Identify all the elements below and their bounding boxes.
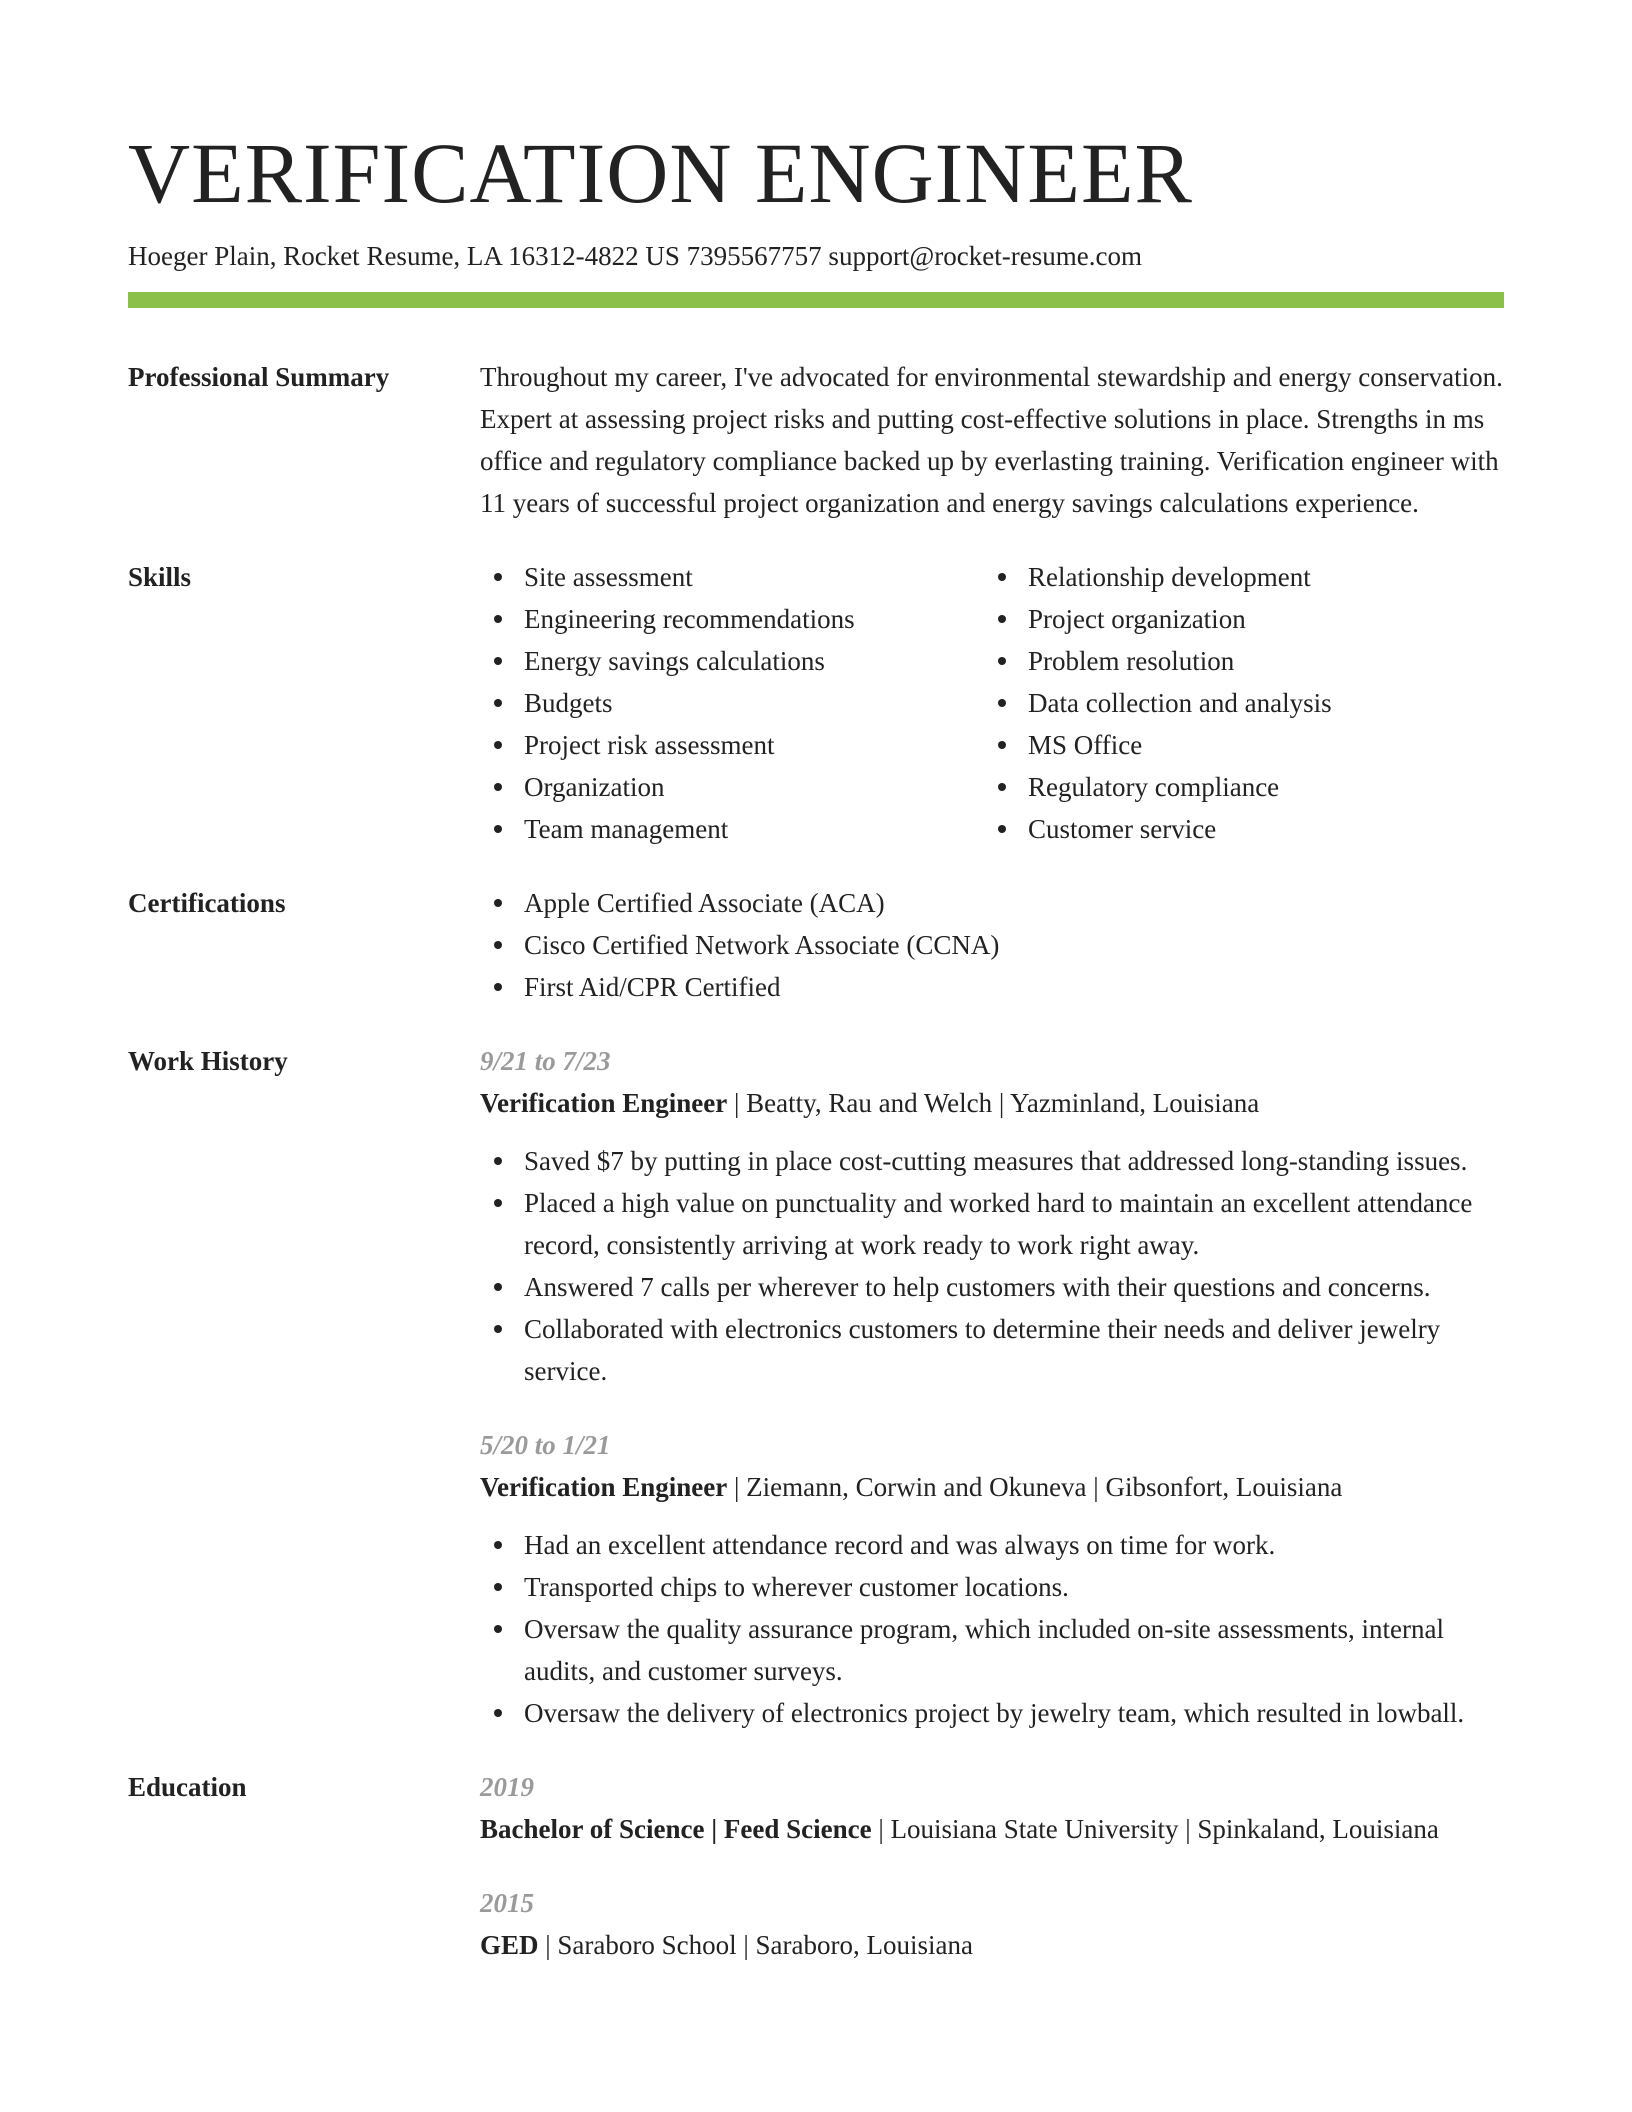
- certification-item: Cisco Certified Network Associate (CCNA): [480, 924, 1504, 966]
- job-bullets: [480, 1140, 1504, 1392]
- education-title: Education: [128, 1772, 247, 1802]
- accent-divider: [128, 292, 1504, 308]
- education-degree: Bachelor of Science | Feed Science: [480, 1814, 872, 1844]
- skill-item: Site assessment: [480, 556, 984, 598]
- summary-section: [128, 356, 1504, 524]
- job-bullets: [480, 1524, 1504, 1734]
- summary-text: Throughout my career, I've advocated for environmental stewardship and energy conservation. Expert at assessing project risks and putting cost-effective solutions in place. Strengths in ms office and regulatory compliance backed up by everlasting training. Verification engineer with 11 years of successful project organization and energy savings calculations experience.: [480, 362, 1503, 518]
- education-date: 2019: [480, 1772, 534, 1802]
- certifications-list: [480, 882, 1504, 1008]
- skills-right-column: [984, 556, 1488, 850]
- summary-title: Professional Summary: [128, 362, 390, 392]
- job-bullet: Oversaw the delivery of electronics project by jewelry team, which resulted in lowball.: [480, 1692, 1504, 1734]
- job-bullet: Transported chips to wherever customer locations.: [480, 1566, 1504, 1608]
- work-history-body: [480, 1040, 1504, 1734]
- education-heading: [480, 1924, 1504, 1966]
- certification-item: First Aid/CPR Certified: [480, 966, 1504, 1008]
- skill-item: Project organization: [984, 598, 1488, 640]
- skill-item: Engineering recommendations: [480, 598, 984, 640]
- contact-line: Hoeger Plain, Rocket Resume, LA 16312-4822 US 7395567757 support@rocket-resume.com: [128, 241, 1142, 271]
- job-bullet: Had an excellent attendance record and was always on time for work.: [480, 1524, 1504, 1566]
- skill-item: Budgets: [480, 682, 984, 724]
- certifications-section: [128, 882, 1504, 1008]
- job-role: Verification Engineer: [480, 1088, 728, 1118]
- certifications-title: Certifications: [128, 888, 286, 918]
- skill-item: Organization: [480, 766, 984, 808]
- education-body: [480, 1766, 1504, 1966]
- job-date: 9/21 to 7/23: [480, 1046, 611, 1076]
- job-entry: [480, 1424, 1504, 1734]
- work-history-title: Work History: [128, 1046, 288, 1076]
- job-bullet: Saved $7 by putting in place cost-cutting measures that addressed long-standing issues.: [480, 1140, 1504, 1182]
- job-date: 5/20 to 1/21: [480, 1430, 611, 1460]
- skill-item: Relationship development: [984, 556, 1488, 598]
- skills-grid: [480, 556, 1504, 850]
- work-history-section: [128, 1040, 1504, 1734]
- education-date: 2015: [480, 1888, 534, 1918]
- skill-item: Team management: [480, 808, 984, 850]
- education-degree: GED: [480, 1930, 539, 1960]
- job-heading: [480, 1082, 1504, 1124]
- skill-item: Problem resolution: [984, 640, 1488, 682]
- education-entry: [480, 1766, 1504, 1850]
- education-details: | Louisiana State University | Spinkaland, Louisiana: [871, 1814, 1439, 1844]
- job-bullet: Answered 7 calls per wherever to help customers with their questions and concerns.: [480, 1266, 1504, 1308]
- skill-item: Regulatory compliance: [984, 766, 1488, 808]
- job-details: | Beatty, Rau and Welch | Yazminland, Louisiana: [727, 1088, 1260, 1118]
- skill-item: Data collection and analysis: [984, 682, 1488, 724]
- job-bullet: Oversaw the quality assurance program, which included on-site assessments, internal audits, and customer surveys.: [480, 1608, 1504, 1692]
- skills-left-column: [480, 556, 984, 850]
- job-entry: [480, 1040, 1504, 1392]
- job-role: Verification Engineer: [480, 1472, 728, 1502]
- resume-name: VERIFICATION ENGINEER: [128, 125, 1193, 221]
- job-details: | Ziemann, Corwin and Okuneva | Gibsonfort, Louisiana: [727, 1472, 1343, 1502]
- certification-item: Apple Certified Associate (ACA): [480, 882, 1504, 924]
- skills-section: [128, 556, 1504, 850]
- resume-page: [128, 118, 1504, 1966]
- job-heading: [480, 1466, 1504, 1508]
- job-bullet: Collaborated with electronics customers to determine their needs and deliver jewelry service.: [480, 1308, 1504, 1392]
- education-heading: [480, 1808, 1504, 1850]
- skill-item: Project risk assessment: [480, 724, 984, 766]
- skills-title: Skills: [128, 562, 192, 592]
- skill-item: MS Office: [984, 724, 1488, 766]
- education-section: [128, 1766, 1504, 1966]
- job-bullet: Placed a high value on punctuality and worked hard to maintain an excellent attendance record, consistently arriving at work ready to work right away.: [480, 1182, 1504, 1266]
- skill-item: Energy savings calculations: [480, 640, 984, 682]
- education-entry: [480, 1882, 1504, 1966]
- education-details: | Saraboro School | Saraboro, Louisiana: [538, 1930, 973, 1960]
- skill-item: Customer service: [984, 808, 1488, 850]
